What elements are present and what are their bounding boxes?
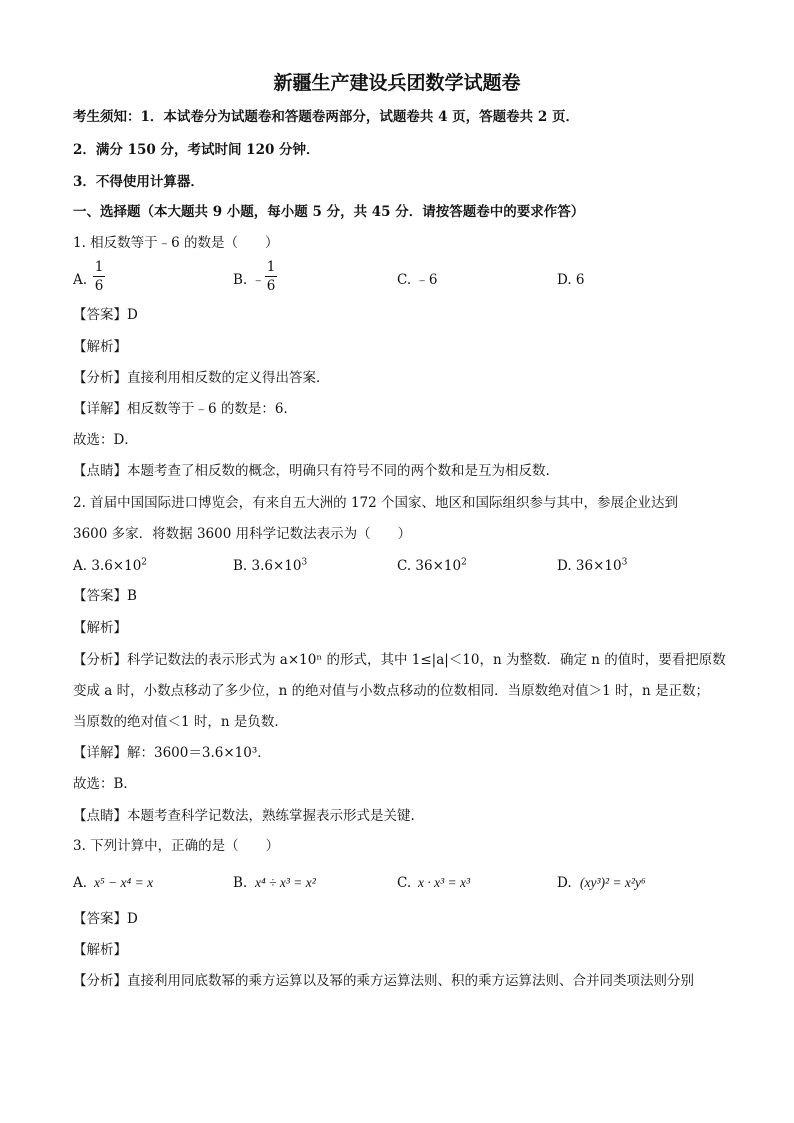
q2-choice: 故选：B． [73, 776, 137, 792]
q1-dianjing: 【点睛】本题考查了相反数的概念，明确只有符号不同的两个数和是互为相反数. [73, 463, 550, 479]
q2-dianjing: 【点睛】本题考查科学记数法，熟练掌握表示形式是关键. [73, 808, 415, 824]
page-title: 新疆生产建设兵团数学试题卷 [273, 72, 521, 94]
q1-option-a-fraction [93, 259, 105, 294]
q2-option-d-exponent: 3 [621, 557, 628, 568]
q1-xiangjie: 【详解】相反数等于﹣6 的数是：6． [73, 401, 297, 417]
q2-option-a [73, 556, 147, 576]
q1-option-b-numerator: 1 [266, 259, 276, 275]
notice-line-2: 2．满分 150 分，考试时间 120 分钟． [73, 142, 320, 158]
q2-answer: 【答案】B [73, 588, 137, 604]
q2-option-b-base: B. 3.6×10 [233, 558, 302, 574]
q2-fenxi-line-2: 变成 a 时，小数点移动了多少位，n 的绝对值与小数点移动的位数相同．当原数绝对值＞1 时，n 是正数； [73, 683, 709, 699]
q3-option-b-label: B. [233, 875, 248, 891]
q2-option-d-base: D. 36×10 [557, 558, 622, 574]
q2-stem-line-1: 2. 首届中国国际进口博览会，有来自五大洲的 172 个国家、地区和国际组织参与其中，参展企业达到 [73, 495, 679, 511]
q1-option-b-label: B. ﹣ [233, 272, 266, 288]
q1-answer: 【答案】D [73, 307, 138, 323]
q3-stem: 3. 下列计算中，正确的是（ ） [73, 838, 280, 854]
fraction-bar [265, 276, 277, 277]
q1-option-a-denominator: 6 [94, 278, 104, 294]
q3-option-a-expression: x⁵ − x⁴ = x [94, 875, 154, 890]
q3-fenxi: 【分析】直接利用同底数幂的乘方运算以及幂的乘方运算法则、积的乘方运算法则、合并同类项法则分别 [73, 973, 694, 989]
q1-option-c: C. ﹣6 [397, 272, 438, 288]
q1-option-a-label: A. [73, 272, 88, 288]
q1-option-b-denominator: 6 [266, 278, 276, 294]
q1-stem: 1. 相反数等于﹣6 的数是（ ） [73, 235, 279, 251]
q3-option-d-label: D. [557, 875, 572, 891]
notice-line-1: 考生须知：1．本试卷分为试题卷和答题卷两部分，试题卷共 4 页，答题卷共 2 页． [73, 109, 579, 125]
q2-fenxi-line-1: 【分析】科学记数法的表示形式为 a×10ⁿ 的形式，其中 1≤|a|＜10，n 为整数．确定 n 的值时，要看把原数 [73, 652, 726, 668]
q2-fenxi-line-3: 当原数的绝对值＜1 时，n 是负数． [73, 714, 288, 730]
q1-option-a-numerator: 1 [94, 259, 104, 275]
q2-option-c [397, 556, 467, 576]
q2-stem-line-2: 3600 多家．将数据 3600 用科学记数法表示为（ ） [73, 526, 412, 542]
notice-line-3: 3．不得使用计算器． [73, 174, 204, 190]
q3-analysis-heading: 【解析】 [73, 942, 127, 958]
q3-option-a-label: A. [73, 875, 88, 891]
q3-answer: 【答案】D [73, 911, 138, 927]
q2-analysis-heading: 【解析】 [73, 620, 127, 636]
fraction-bar [93, 276, 105, 277]
q1-analysis-heading: 【解析】 [73, 339, 127, 355]
q3-option-b-expression: x⁴ ÷ x³ = x² [255, 875, 316, 890]
q2-option-a-base: A. 3.6×10 [73, 558, 142, 574]
q2-option-d [557, 556, 627, 576]
section-heading: 一、选择题（本大题共 9 小题，每小题 5 分，共 45 分．请按答题卷中的要求作答） [73, 204, 585, 220]
q2-option-c-base: C. 36×10 [397, 558, 462, 574]
q3-option-d-expression: (xy³)² = x²y⁶ [580, 875, 646, 890]
q2-option-b [233, 556, 307, 576]
q2-option-c-exponent: 2 [461, 557, 467, 568]
q1-option-b-fraction [265, 259, 277, 294]
q1-option-d: D. 6 [557, 272, 585, 288]
q1-fenxi: 【分析】直接利用相反数的定义得出答案． [73, 370, 330, 386]
q3-option-c-expression: x · x³ = x³ [418, 875, 471, 890]
q2-option-b-exponent: 3 [301, 557, 308, 568]
q2-option-a-exponent: 2 [141, 557, 148, 568]
q3-option-c-label: C. [397, 875, 412, 891]
q2-xiangjie: 【详解】解：3600＝3.6×10³． [73, 745, 271, 761]
q1-choice: 故选：D． [73, 432, 138, 448]
